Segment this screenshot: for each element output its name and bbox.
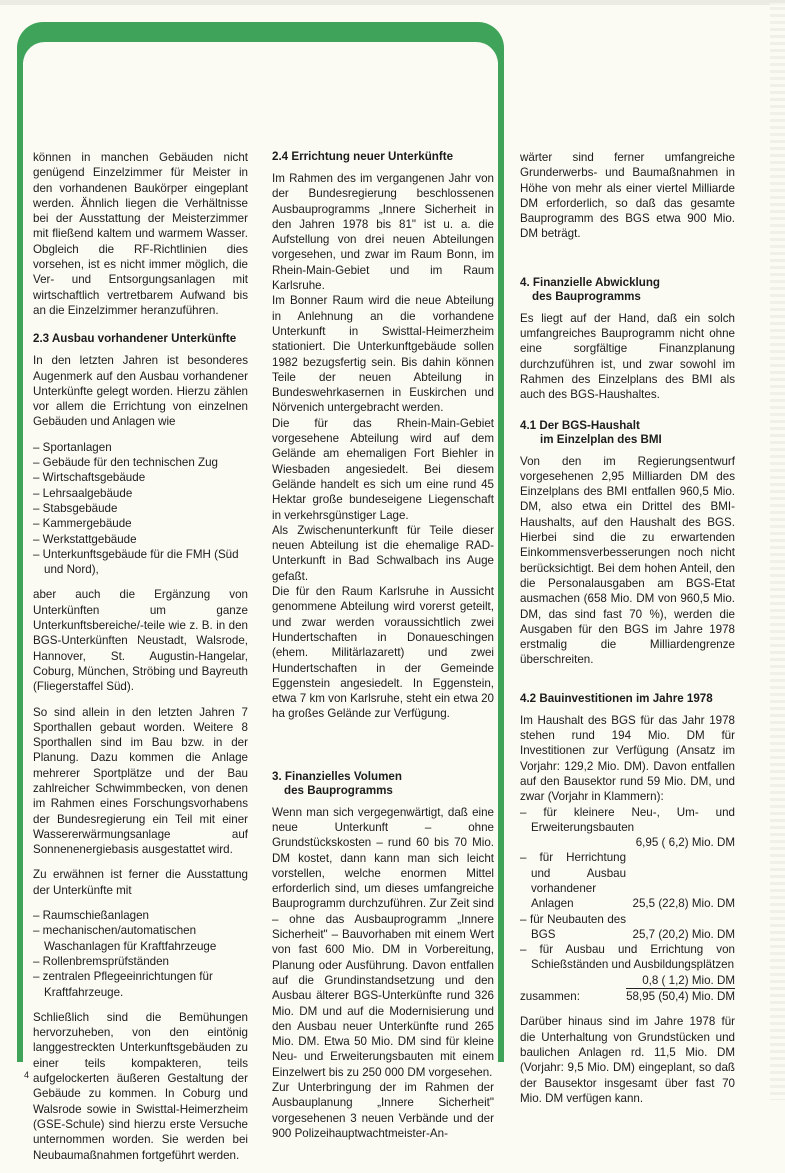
prev-value: (50,4)	[658, 990, 689, 1004]
scan-right-edge	[770, 0, 785, 1100]
green-frame-left	[17, 48, 23, 1062]
paragraph: In den letzten Jahren ist besonderes Augenmerk auf den Ausbau vorhandener Unterkünfte gelegt worden. Hierzu zählen vor allem die Errichtung von einzelnen Gebäuden und Anlagen wie	[33, 354, 248, 429]
list-item: – Werkstattgebäude	[33, 532, 248, 547]
list-item: – Kammergebäude	[33, 516, 248, 531]
amount-cell	[626, 835, 735, 850]
amount-cell	[626, 973, 735, 989]
heading-line: im Einzelplan des BMI	[540, 432, 662, 446]
prev-value: ( 1,2)	[661, 973, 689, 987]
paragraph: Als Zwischenunterkunft für Teile dieser neuen Abteilung ist die ehemalige RAD-Unterkunft in Bad Schwalbach ins Auge gefaßt.	[272, 523, 494, 583]
table-row	[520, 835, 735, 850]
value: 58,95	[626, 990, 656, 1004]
label-text: für Neubauten des BGS	[530, 912, 627, 941]
paragraph: Im Haushalt des BGS für das Jahr 1978 stehen rund 194 Mio. DM für Investitionen zur Verfügung (Ansatz im Vorjahr: 129,2 Mio. DM). Davon entfallen auf den Bausektor rund 59 Mio. DM, und zwar (Vorjahr in Klammern):	[520, 713, 735, 804]
section-heading-2-3: 2.3 Ausbau vorhandener Unterkünfte	[33, 332, 237, 346]
paragraph: Schließlich sind die Bemühungen hervorzuheben, von den eintönig langgestreckten Unterkunftsgebäuden zu einer teils kompakteren, teils aufgelockerten äußeren Gestaltung der Gebäude zu kommen. In Coburg und Walsrode sowie in Swisttal-Heimerzheim (GSE-Schule) sind hierzu erste Versuche unternommen worden. Sie werden bei Neubaumaßnahmen fortgeführt werden.	[33, 1010, 248, 1162]
paragraph: Es liegt auf der Hand, daß ein solch umfangreiches Bauprogramm nicht ohne eine sorgfältige Finanzplanung durchzuführen ist, und zwar sowohl im Rahmen des Einzelplans des BMI als auch des BGS-Haushaltes.	[520, 311, 735, 402]
list-item: – Sportanlagen	[33, 440, 248, 455]
label-text: für Ausbau und Errichtung von Schießständen und Ausbildungsplätzen	[531, 943, 735, 972]
amount-cell	[626, 912, 735, 943]
paragraph: Im Bonner Raum wird die neue Abteilung in Anlehnung an die vorhandene Unterkunft in Swisttal-Heimerzheim stationiert. Die Unterkunftgebäude sollen 1982 bezugsfertig sein. Bis dahin können Teile der neuen Abteilung in Bundeswehrkasernen in Euskirchen und Nörvenich untergebracht werden.	[272, 294, 494, 415]
list-item: – mechanischen/automatischen Waschanlagen für Kraftfahrzeuge	[33, 923, 248, 954]
paragraph: Zur Unterbringung der im Rahmen der Ausbauplanung „Innere Sicherheit" vorgesehenen 3 neuen Verbände und der 900 Polizeihauptwachtmeister-An-	[272, 1081, 494, 1140]
paragraph: wärter sind ferner umfangreiche Grunderwerbs- und Baumaßnahmen in Höhe von mehr als einer viertel Milliarde DM erforderlich, so daß das gesamte Bauprogramm des BGS etwa 900 Mio. DM beträgt.	[520, 151, 735, 241]
heading-line: des Bauprogramms	[532, 289, 641, 303]
list-item: – Wirtschaftsgebäude	[33, 470, 248, 485]
section-heading-4-2: 4.2 Bauinvestitionen im Jahre 1978	[520, 691, 713, 705]
paragraph: So sind allein in den letzten Jahren 7 Sporthallen gebaut worden. Weitere 8 Sporthallen sind im Bau bzw. in der Planung. Dazu kommen die Anlage mehrerer Sportplätze und der Bau zahlreicher Schwimmbecken, von denen im Rahmen eines Forschungsvorhabens der Bundesregierung ein Teil mit einer Wassererwärmungsanlage auf Sonnenenergiebasis ausgestattet wird.	[33, 705, 248, 857]
value: 0,8	[642, 973, 659, 987]
paragraph: Im Rahmen des im vergangenen Jahr von der Bundesregierung beschlossenen Ausbauprogramms „Innere Sicherheit in den Jahren 1978 bis 81" ist u. a. die Aufstellung von drei neuen Abteilungen vorgesehen, und zwar im Raum Bonn, im Rhein-Main-Gebiet und im Raum Karlsruhe.	[272, 172, 494, 293]
row-label: – für kleinere Neu-, Um- und Erweiterungsbauten	[520, 805, 735, 834]
value: 25,7	[632, 927, 656, 941]
page-number: 4	[24, 1070, 30, 1080]
paragraph: Zu erwähnen ist ferner die Ausstattung der Unterkünfte mit	[33, 868, 248, 897]
unit: Mio. DM	[691, 897, 735, 911]
green-frame-inner	[23, 42, 498, 72]
heading-line: 3. Finanzielles Volumen	[272, 769, 402, 783]
value: 25,5	[632, 897, 656, 911]
unit: Mio. DM	[691, 973, 735, 987]
column-2	[272, 150, 494, 1151]
list-item: – Lehrsaalgebäude	[33, 486, 248, 501]
row-label: – für Neubauten des BGS	[520, 912, 627, 941]
spacer	[520, 835, 626, 850]
prev-value: (20,2)	[658, 927, 689, 941]
facilities-list	[33, 440, 248, 578]
unit: Mio. DM	[691, 927, 735, 941]
column-1	[33, 150, 248, 1173]
paragraph: aber auch die Ergänzung von Unterkünften um ganze Unterkunftsbereiche/-teile wie z. B. in den BGS-Unterkünften Neustadt, Walsrode, Hannover, St. Augustin-Hangelar, Coburg, München, Ströbing und Bayreuth (Fliegerstaffel Süd).	[33, 588, 248, 694]
amount-cell	[626, 850, 735, 911]
value: 6,95	[635, 836, 659, 850]
heading-line: 4. Finanzielle Abwicklung	[520, 275, 661, 289]
list-item: – Stabsgebäude	[33, 501, 248, 516]
section-heading-2-4: 2.4 Errichtung neuer Unterkünfte	[272, 150, 454, 163]
paragraph: können in manchen Gebäuden nicht genügend Einzelzimmer für Meister in den vorhandenen Baukörper eingeplant werden. Ähnlich liegen die Verhältnisse bei der Ausstattung der Meisterzimmer mit fließend kaltem und warmem Wasser. Obgleich die RF-Richtlinien dies vorsehen, ist es nicht immer möglich, die Ver- und Entsorgungsanlagen mit wirtschaftlich vertretbarem Aufwand bis an die Einzelzimmer heranzuführen.	[33, 151, 248, 317]
paragraph: Von den im Regierungsentwurf vorgesehenen 2,95 Milliarden DM des Einzelplans des BMI entfallen 960,5 Mio. DM, also etwa ein Drittel des BMI-Haushalts, auf den Haushalt des BGS. Hierbei sind die zu erwartenden Einkommensverbesserungen noch nicht berücksichtigt. Bei dem hohen Anteil, den die Personalausgaben am BGS-Etat ausmachen (658 Mio. DM von 960,5 Mio. DM, das sind fast 70 %), werden die Ausgaben für den BGS im Jahre 1978 erstmalig die Milliardengrenze überschreiten.	[520, 454, 735, 667]
list-item: – Gebäude für den technischen Zug	[33, 455, 248, 470]
section-heading-3	[272, 770, 494, 798]
investment-table	[520, 805, 735, 1005]
heading-line: 4.1 Der BGS-Haushalt	[520, 418, 640, 432]
section-heading-4	[520, 276, 735, 304]
green-frame-right	[498, 48, 504, 1062]
table-row	[520, 942, 735, 973]
paragraph: Die für das Rhein-Main-Gebiet vorgesehene Abteilung wird auf dem Gelände am ehemaligen Fort Biehler in Wiesbaden angesiedelt. Bei diesem Gelände handelt es sich um eine rund 45 Hektar große bundeseigene Liegenschaft in verkehrsgünstiger Lage.	[272, 416, 494, 522]
unit: Mio. DM	[691, 836, 735, 850]
total-amount	[626, 989, 735, 1005]
label-text: für kleinere Neu-, Um- und Erweiterungsbauten	[531, 805, 735, 834]
equipment-list	[33, 908, 248, 1000]
table-row	[520, 805, 735, 836]
prev-value: ( 6,2)	[661, 836, 689, 850]
unit: Mio. DM	[691, 990, 735, 1004]
total-row	[520, 989, 735, 1005]
table-row	[520, 973, 735, 989]
heading-line: des Bauprogramms	[284, 783, 393, 797]
table-row	[520, 850, 735, 911]
total-label: zusammen:	[520, 990, 580, 1004]
paragraph: Darüber hinaus sind im Jahre 1978 für die Unterhaltung von Grundstücken und baulichen Anlagen rd. 11,5 Mio. DM (Vorjahr: 9,5 Mio. DM) eingeplant, so daß der Bausektor insgesamt über fast 70 Mio. DM verfügen kann.	[520, 1015, 735, 1105]
row-label: – für Herrichtung und Ausbau vorhandener Anlagen	[520, 851, 627, 911]
prev-value: (22,8)	[658, 897, 689, 911]
table-row	[520, 912, 735, 943]
list-item: – Rollenbremsprüfständen	[33, 954, 248, 969]
row-label: – für Ausbau und Errichtung von Schießständen und Ausbildungsplätzen	[520, 943, 735, 972]
list-item: – zentralen Pflegeeinrichtungen für Kraftfahrzeuge.	[33, 969, 248, 1000]
list-item: – Raumschießanlagen	[33, 908, 248, 923]
paragraph: Die für den Raum Karlsruhe in Aussicht genommene Abteilung wird vorerst geteilt, und zwar werden voraussichtlich zwei Hundertschaften in Donaueschingen (ehem. Militärlazarett) und zwei Hundertschaften in der Gemeinde Eggenstein angesiedelt. In Eggenstein, etwa 7 km von Karlsruhe, steht ein etwa 20 ha großes Gelände zur Verfügung.	[272, 585, 494, 721]
list-item: – Unterkunftsgebäude für die FMH (Süd und Nord),	[33, 547, 248, 578]
paragraph: Wenn man sich vergegenwärtigt, daß eine neue Unterkunft – ohne Grundstückskosten – rund 60 bis 70 Mio. DM kostet, dann kann man sich leicht vorstellen, welche enormen Mittel erforderlich sind, um dieses umfangreiche Bauprogramm durchzuführen. Zur Zeit sind – ohne das Ausbauprogramm „Innere Sicherheit" – Bauvorhaben mit einem Wert von fast 600 Mio. DM in Vorbereitung, Planung oder Ausführung. Davon entfallen auf die Grundinstandsetzung und den Ausbau älterer BGS-Unterkünfte rund 326 Mio. DM und auf die Modernisierung und den Ausbau neuer Unterkünfte rund 265 Mio. DM. Etwa 50 Mio. DM sind für kleine Neu- und Erweiterungsbauten mit einem Einzelwert bis zu 250 000 DM vorgesehen.	[272, 805, 494, 1079]
section-heading-4-1	[520, 419, 735, 447]
label-text: für Herrichtung und Ausbau vorhandener Anlagen	[531, 851, 627, 911]
scan-top-edge	[0, 0, 785, 5]
column-3	[520, 150, 735, 1116]
spacer	[520, 973, 626, 989]
